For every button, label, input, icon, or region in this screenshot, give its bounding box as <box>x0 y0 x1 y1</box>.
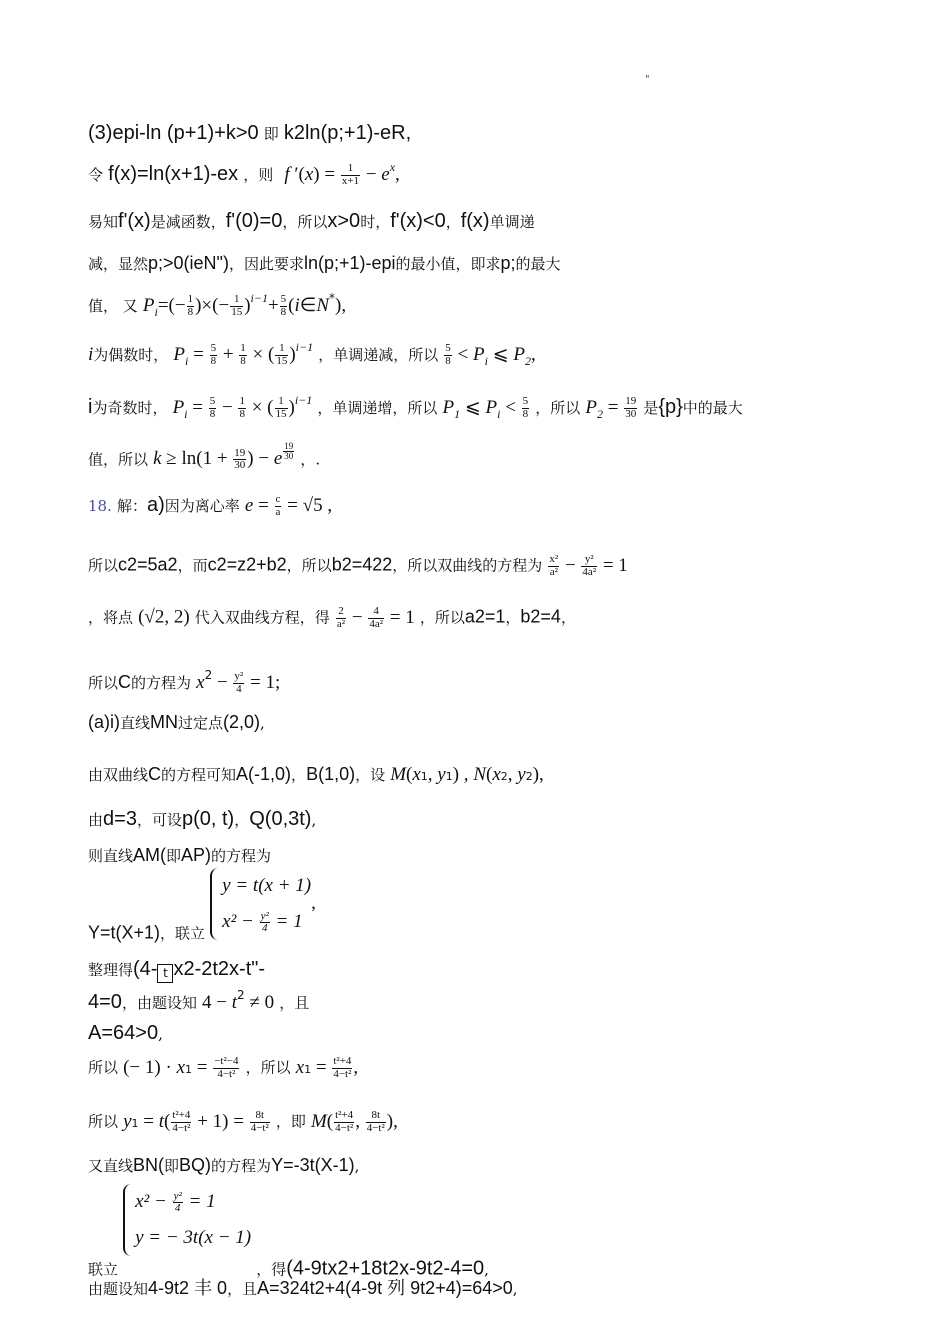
text: ，所以 <box>419 608 465 627</box>
line-15: 由d=3，可设p(0, t)，Q(0,3t), <box>88 808 317 830</box>
formula-pi-odd: $P_i$ = $\frac{5}{8}$ − $\frac{1}{8}$ × ( $\frac{1}{15}$ )$^{i-1}$ <box>172 393 313 421</box>
text: 即 <box>263 125 279 143</box>
text: ，将点 <box>88 608 134 627</box>
text: A(-1,0) <box>236 764 292 784</box>
line-19 <box>88 988 309 1014</box>
text: AP) <box>181 845 212 865</box>
line-14 <box>88 764 544 786</box>
text: ，即 <box>275 1112 306 1131</box>
text: 代入双曲线方程，得 <box>194 608 330 627</box>
text: 18. <box>88 497 112 515</box>
text: ，而 <box>177 556 208 575</box>
formula-point: (√2, 2) <box>138 606 190 628</box>
text: ， <box>445 213 461 231</box>
text: 直线 <box>120 714 151 732</box>
text: 所以 <box>88 1112 119 1131</box>
text: ，由题设知 <box>121 994 197 1012</box>
text: 联立 <box>88 1260 119 1279</box>
text: (2,0) <box>223 712 261 732</box>
text: ， <box>291 766 307 784</box>
line-22 <box>88 1110 398 1134</box>
line-5 <box>88 291 346 320</box>
text: 所以 <box>88 674 119 692</box>
text: ln(p;+1)-epi <box>303 253 396 273</box>
text: ， <box>234 811 250 829</box>
text: MN <box>150 712 179 732</box>
text: i <box>88 396 93 418</box>
text: B(1,0) <box>306 764 356 784</box>
system-am: y = t(x + 1) x² − $\frac{\text{y²}}{4}$ = 1 <box>210 868 311 940</box>
text: ，所以 <box>245 1058 291 1077</box>
text: (4- <box>133 958 158 980</box>
text: 是减函数， <box>150 213 226 231</box>
line-7 <box>88 393 743 422</box>
formula-range-odd: $P_1$ ⩽ $P_i$ < $\frac{5}{8}$ <box>442 395 529 421</box>
text: C <box>118 672 132 692</box>
text: AM( <box>133 845 167 865</box>
text: ，所以 <box>535 399 581 417</box>
line-17: Y=t(X+1)，联立 y = t(x + 1) x² − $\frac{\text{y²}}{4}$ = 1 , <box>88 868 316 944</box>
text: 所以 <box>88 1058 119 1077</box>
line-13: (a)i)直线MN过定点(2,0), <box>88 712 265 732</box>
text: 的最小值，即求 <box>395 255 501 273</box>
text: 则直线 <box>88 847 134 865</box>
formula-hyperbola-general: $\frac{\text{x²}}{\text{a²}}$ − $\frac{\text{y²}}{\text{4a²}}$ = 1 <box>549 553 628 578</box>
line-16 <box>88 845 271 866</box>
formula-p2: $P_2$ = $\frac{19}{30}$ <box>585 395 637 421</box>
text: 即 <box>164 1157 180 1175</box>
text: 由 <box>88 811 104 829</box>
text: x2-2t2x-t"- <box>173 958 266 980</box>
text: {p} <box>658 396 683 418</box>
text: x>0 <box>327 210 361 232</box>
line-20: A=64>0, <box>88 1022 163 1044</box>
formula-hyperbola-c: $x^2$ − $\frac{\text{y²}}{4}$ = 1; <box>196 668 281 695</box>
text: 由双曲线 <box>88 766 149 784</box>
text: Q(0,3t) <box>249 808 312 830</box>
text: 时， <box>360 213 391 231</box>
text: ，所以 <box>286 556 332 575</box>
text: ，得 <box>256 1260 287 1279</box>
text: 的最大 <box>515 255 561 273</box>
text: 因为离心率 <box>164 497 240 515</box>
text: A=324t2+4(4-9t 列 9t2+4)=64>0 <box>257 1278 513 1298</box>
text: 的方程为 <box>211 847 272 865</box>
text: C <box>148 764 162 784</box>
line-1: (3)epi-ln (p+1)+k>0 即 k2ln(p;+1)-eR, <box>88 122 412 144</box>
text: (a)i) <box>88 712 120 732</box>
formula-eccentricity: e = $\frac{c}{a}$ = √5 , <box>244 493 333 518</box>
text: ，单调递增，所以 <box>317 399 438 417</box>
line-24: 联立 x² − $\frac{\text{y²}}{4}$ = 1 y = − 3t(x − 1) ，得(4-9tx2+18t2x-9t2-4=0, <box>88 1184 489 1281</box>
text: c2=z2+b2 <box>207 554 287 575</box>
line-3 <box>88 210 535 233</box>
formula-mn: M(x1, y1) , N(x2, y2), <box>390 764 544 785</box>
text: 整理得 <box>88 961 134 979</box>
corner-mark: " <box>645 74 650 85</box>
text: ，且 <box>279 994 310 1012</box>
text: BQ) <box>179 1155 212 1175</box>
text: ，. <box>300 450 321 469</box>
formula-substitution: $\frac{2}{\text{a²}}$ − $\frac{4}{\text{4a²}}$ = 1 <box>336 605 415 630</box>
text: 4=0 <box>88 991 122 1013</box>
text: 中的最大 <box>682 399 743 417</box>
text: 由题设知 <box>88 1280 149 1298</box>
text: 是 <box>643 399 659 417</box>
text: ，所以 <box>282 213 328 231</box>
text: f(x) <box>460 210 490 232</box>
line-8 <box>88 442 320 472</box>
text: p; <box>500 253 516 273</box>
line-18 <box>88 958 265 983</box>
text: p;>0(ieN") <box>148 253 229 273</box>
text: a2=1 <box>464 606 506 627</box>
formula-m-point: M( $\frac{\text{t²+4}}{\text{4−t²}}$ , $\frac{8t}{\text{4−t²}}$ ), <box>310 1109 398 1134</box>
line-11: ，将点 (√2, 2) 代入双曲线方程，得 $\frac{2}{\text{a²}}$ − $\frac{4}{\text{4a²}}$ = 1 ，所以a2=1，b2=4， <box>88 605 576 630</box>
text: 过定点 <box>178 714 224 732</box>
text: 为偶数时， <box>93 346 169 364</box>
text: 即 <box>166 847 182 865</box>
text: 所以 <box>88 556 119 575</box>
text: ，则 <box>243 166 274 184</box>
line-9 <box>88 494 332 519</box>
text: 又直线 <box>88 1157 134 1175</box>
text: 值，所以 <box>88 450 149 469</box>
system-bn: x² − $\frac{\text{y²}}{4}$ = 1 y = − 3t(x − 1) <box>123 1184 251 1256</box>
text: (3)epi-ln (p+1)+k>0 <box>88 122 259 144</box>
text: A=64>0 <box>88 1022 159 1044</box>
text: b2=4 <box>520 606 561 627</box>
text: 的方程为 <box>211 1157 272 1175</box>
text: k2ln(p;+1)-eR <box>283 122 406 144</box>
text: b2=422 <box>331 554 393 575</box>
text: Y=-3t(X-1) <box>271 1155 355 1175</box>
text: f'(0)=0 <box>225 210 283 232</box>
text: ， <box>505 608 521 627</box>
text: 的方程为 <box>131 674 192 692</box>
formula-k: k ≥ ln(1 + $\frac{19}{30}$ ) − e $^{\frac{19}{30}}$ <box>153 441 294 472</box>
text: p(0, t) <box>181 808 235 830</box>
text: ，所以双曲线的方程为 <box>392 556 543 575</box>
text: 的方程可知 <box>161 766 237 784</box>
text: 解： <box>116 497 147 515</box>
text: d=3 <box>103 808 137 830</box>
text: ，单调递减，所以 <box>318 346 439 364</box>
text: (4-9tx2+18t2x-9t2-4=0 <box>286 1257 485 1280</box>
text: 易知 <box>88 213 119 231</box>
formula-x1: x1 = $\frac{\text{t²+4}}{\text{4−t²}}$ , <box>295 1055 359 1080</box>
text: ，联立 <box>160 924 206 943</box>
formula-pi: $P_i=(-$ $\frac{1}{8}$ )×(− $\frac{1}{15}$ )$^{i-1}$+ $\frac{5}{8}$ (i∈N*), <box>142 291 347 319</box>
text: 为奇数时， <box>92 399 168 417</box>
text: 值， 又 <box>88 297 138 315</box>
text: BN( <box>133 1155 165 1175</box>
line-21 <box>88 1056 358 1080</box>
formula-fprime: f ′(x) = $\frac{1}{x+1}$ − $e^x$, <box>284 160 400 187</box>
text: ，可设 <box>136 811 182 829</box>
formula-y1: y1 = t( $\frac{\text{t²+4}}{\text{4−t²}}$ + 1) = $\frac{8t}{\text{4−t²}}$ <box>123 1109 269 1134</box>
text: 减，显然 <box>88 255 149 273</box>
formula-pi-even: $P_i$ = $\frac{5}{8}$ + $\frac{1}{8}$ × ( $\frac{1}{15}$ )$^{i-1}$ <box>173 340 314 368</box>
line-4 <box>88 253 561 274</box>
text: ，且 <box>227 1280 258 1298</box>
text: a) <box>146 494 165 516</box>
line-6: i为偶数时， $P_i$ = $\frac{5}{8}$ + $\frac{1}{8}$ × ( $\frac{1}{15}$ )$^{i-1}$ ，单调递减，所以 $\frac{5}{8}$ < $P_i$ ⩽ $P_2$, <box>88 340 536 368</box>
text: ，设 <box>355 766 386 784</box>
missing-glyph: t <box>157 964 173 983</box>
text: f'(x) <box>118 210 151 232</box>
line-2 <box>88 160 400 188</box>
formula-x1-product: (− 1) · x1 = $\frac{\text{−t²−4}}{\text{4−t²}}$ <box>123 1055 239 1080</box>
line-10 <box>88 554 628 578</box>
text: 令 <box>88 166 104 184</box>
text: f(x)=ln(x+1)-ex <box>108 163 239 185</box>
formula-range-even: $\frac{5}{8}$ < $P_i$ ⩽ $P_2$, <box>445 342 536 368</box>
text: 单调递 <box>489 213 535 231</box>
text: c2=5a2 <box>118 554 178 575</box>
line-23: 又直线BN(即BQ)的方程为Y=-3t(X-1), <box>88 1155 360 1175</box>
formula-4-t2: $4 - t^2 \ne 0$ <box>202 988 275 1013</box>
text: f'(x)<0 <box>390 210 446 232</box>
line-25: 由题设知4-9t2 丰 0，且A=324t2+4(4-9t 列 9t2+4)=64>0, <box>88 1278 518 1298</box>
line-12 <box>88 668 280 696</box>
text: Y=t(X+1) <box>88 922 161 943</box>
text: 4-9t2 丰 0 <box>148 1278 228 1298</box>
text: ，因此要求 <box>228 255 304 273</box>
